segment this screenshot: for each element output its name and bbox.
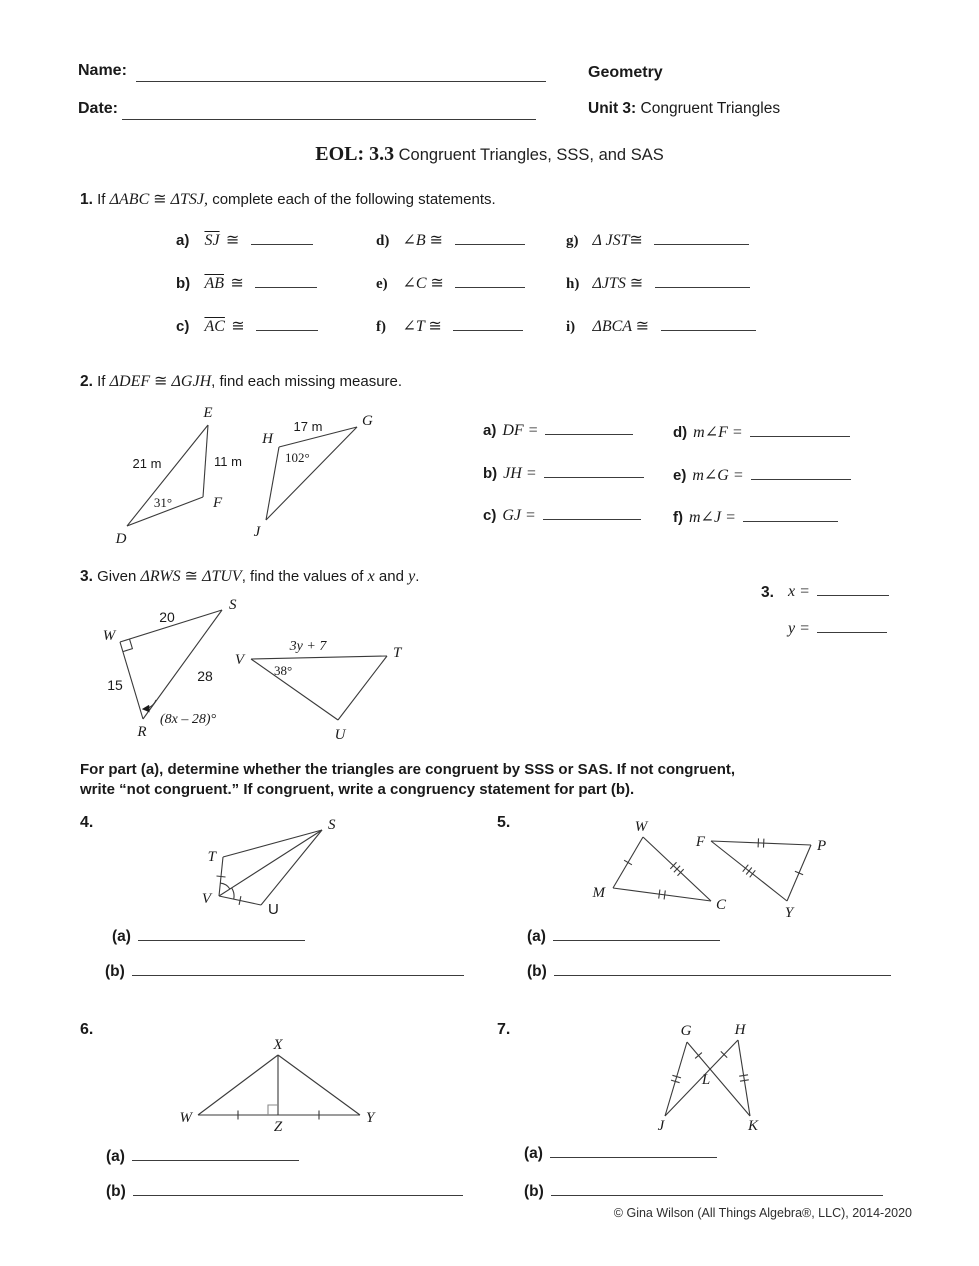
q1-item-h: h) ΔJTS ≅ bbox=[566, 273, 750, 293]
q3-prompt: 3. Given ΔRWS ≅ ΔTUV, find the values of x and y. bbox=[80, 568, 420, 585]
vertex-label: U bbox=[268, 901, 279, 917]
vertex-label: D bbox=[115, 531, 127, 547]
vertex-label: C bbox=[716, 897, 727, 913]
vertex-label: K bbox=[747, 1118, 759, 1134]
q6-answer-b: (b) bbox=[106, 1183, 463, 1201]
q1-prompt: 1. If ΔABC ≅ ΔTSJ, complete each of the following statements. bbox=[80, 191, 496, 208]
vertex-label: M bbox=[592, 885, 605, 901]
vertex-label: W bbox=[179, 1110, 192, 1126]
q2-answer-c: c) GJ = bbox=[483, 507, 641, 525]
q4-blank-b[interactable] bbox=[132, 973, 464, 976]
q1-blank-g[interactable] bbox=[654, 242, 749, 245]
q5-triangles-diagram bbox=[560, 817, 840, 921]
q4-triangle-diagram bbox=[195, 817, 375, 917]
q1-blank-h[interactable] bbox=[655, 285, 750, 288]
vertex-label: T bbox=[207, 849, 216, 865]
side-length-label: 17 m bbox=[293, 419, 323, 434]
vertex-label: S bbox=[328, 817, 336, 833]
page-title: EOL: 3.3 Congruent Triangles, SSS, and SAS bbox=[315, 143, 664, 165]
q3-side-number: 3. bbox=[761, 584, 774, 601]
q2-blank-c[interactable] bbox=[543, 517, 641, 520]
q7-answer-a: (a) bbox=[524, 1145, 717, 1163]
q2-answer-a: a) DF = bbox=[483, 422, 633, 440]
q2-blank-f[interactable] bbox=[743, 519, 838, 522]
q2-answer-d: d) m∠F = bbox=[673, 422, 850, 442]
side-expression-label: 3y + 7 bbox=[289, 639, 327, 654]
vertex-label: H bbox=[262, 431, 273, 447]
side-length-label: 11 m bbox=[214, 454, 242, 469]
vertex-label: J bbox=[657, 1118, 665, 1134]
vertex-label: R bbox=[137, 724, 147, 740]
q2-answer-b: b) JH = bbox=[483, 465, 644, 483]
q2-blank-b[interactable] bbox=[544, 475, 644, 478]
side-length-label: 21 m bbox=[132, 456, 162, 471]
right-angle-mark bbox=[268, 1105, 278, 1115]
q1-item-c: c) $\overline{AC}$ ≅ bbox=[176, 316, 318, 336]
q1-blank-i[interactable] bbox=[661, 328, 756, 331]
vertex-label: Y bbox=[784, 905, 794, 921]
q6-blank-a[interactable] bbox=[132, 1158, 299, 1161]
q1-item-b: b) $\overline{AB}$ ≅ bbox=[176, 273, 317, 293]
angle-expression-label: (8x – 28)° bbox=[160, 712, 217, 727]
side-length-label: 28 bbox=[197, 668, 213, 684]
section-instructions: For part (a), determine whether the triangles are congruent by SSS or SAS. If not congruent, write “not congruent.” If congruent, write a congruency statement for part (b). bbox=[80, 761, 736, 798]
q2-prompt: 2. If ΔDEF ≅ ΔGJH, find each missing measure. bbox=[80, 373, 403, 390]
q6-answer-a: (a) bbox=[106, 1148, 299, 1166]
q6-number: 6. bbox=[80, 1021, 94, 1038]
q6-blank-b[interactable] bbox=[133, 1193, 463, 1196]
q1-blank-c[interactable] bbox=[256, 328, 318, 331]
vertex-label: V bbox=[201, 891, 211, 907]
q7-answer-b: (b) bbox=[524, 1183, 883, 1201]
angle-arc-arrow bbox=[144, 700, 156, 709]
q3-blank-x[interactable] bbox=[817, 593, 889, 596]
q7-blank-b[interactable] bbox=[551, 1193, 883, 1196]
copyright-notice: © Gina Wilson (All Things Algebra®, LLC), 2014-2020 bbox=[613, 1206, 912, 1220]
name-label: Name: bbox=[78, 62, 127, 79]
q4-answer-b: (b) bbox=[105, 963, 464, 981]
q2-blank-d[interactable] bbox=[750, 434, 850, 437]
q1-blank-d[interactable] bbox=[455, 242, 525, 245]
name-input-line[interactable] bbox=[136, 79, 546, 82]
side-length-label: 20 bbox=[159, 609, 175, 625]
vertex-label: W bbox=[102, 628, 116, 644]
q1-item-e: e) ∠C ≅ bbox=[376, 273, 525, 293]
q7-blank-a[interactable] bbox=[550, 1155, 717, 1158]
q1-blank-f[interactable] bbox=[453, 328, 523, 331]
q2-blank-a[interactable] bbox=[545, 432, 633, 435]
vertex-label: E bbox=[203, 405, 213, 421]
q5-blank-a[interactable] bbox=[553, 938, 720, 941]
q3-answer-x: x = bbox=[788, 583, 889, 601]
vertex-label: V bbox=[234, 652, 244, 668]
q7-triangles-diagram bbox=[640, 1018, 785, 1140]
angle-arc bbox=[220, 883, 230, 889]
date-label: Date: bbox=[78, 100, 119, 117]
vertex-label: G bbox=[362, 413, 373, 429]
vertex-label: Y bbox=[366, 1110, 375, 1126]
unit-title: Unit 3: Congruent Triangles bbox=[588, 100, 781, 117]
q5-blank-b[interactable] bbox=[554, 973, 891, 976]
side-length-label: 15 bbox=[107, 677, 123, 693]
q2-answer-e: e) m∠G = bbox=[673, 465, 851, 485]
q5-number: 5. bbox=[497, 814, 511, 831]
vertex-label: P bbox=[817, 838, 827, 854]
q3-blank-y[interactable] bbox=[817, 630, 887, 633]
q1-item-g: g) Δ JST≅ bbox=[566, 230, 749, 250]
q5-answer-a: (a) bbox=[527, 928, 720, 946]
q6-triangle-diagram bbox=[170, 1038, 390, 1136]
q4-blank-a[interactable] bbox=[138, 938, 305, 941]
vertex-label: J bbox=[253, 524, 261, 540]
vertex-label: F bbox=[213, 495, 223, 511]
angle-label: 31° bbox=[153, 495, 173, 510]
vertex-label: S bbox=[229, 597, 237, 613]
q1-blank-b[interactable] bbox=[255, 285, 317, 288]
vertex-label: X bbox=[273, 1038, 283, 1053]
angle-label: 102° bbox=[285, 450, 310, 465]
vertex-label: Z bbox=[273, 1119, 283, 1135]
vertex-label: F bbox=[695, 834, 705, 850]
q4-answer-a: (a) bbox=[112, 928, 305, 946]
angle-arc bbox=[232, 888, 234, 899]
q1-item-f: f) ∠T ≅ bbox=[376, 316, 523, 336]
vertex-label: L bbox=[701, 1072, 711, 1088]
vertex-label: G bbox=[680, 1023, 692, 1039]
q1-item-d: d) ∠B ≅ bbox=[376, 230, 525, 250]
q4-number: 4. bbox=[80, 814, 94, 831]
q7-number: 7. bbox=[497, 1021, 511, 1038]
date-input-line[interactable] bbox=[122, 117, 536, 120]
q1-blank-e[interactable] bbox=[455, 285, 525, 288]
vertex-label: T bbox=[393, 645, 402, 661]
angle-label: 38° bbox=[274, 663, 293, 678]
q3-answer-y: y = bbox=[788, 620, 887, 638]
vertex-label: U bbox=[334, 727, 346, 743]
q2-answer-f: f) m∠J = bbox=[673, 507, 838, 527]
course-title: Geometry bbox=[588, 64, 663, 81]
q1-item-i: i) ΔBCA ≅ bbox=[566, 316, 756, 336]
q2-blank-e[interactable] bbox=[751, 477, 851, 480]
vertex-label: H bbox=[734, 1022, 746, 1038]
q1-blank-a[interactable] bbox=[251, 242, 313, 245]
vertex-label: W bbox=[634, 819, 648, 835]
q3-triangles-diagram bbox=[90, 597, 410, 749]
q5-answer-b: (b) bbox=[527, 963, 891, 981]
q2-triangles-diagram bbox=[95, 398, 395, 553]
q1-item-a: a) $\overline{SJ}$ ≅ bbox=[176, 230, 313, 250]
